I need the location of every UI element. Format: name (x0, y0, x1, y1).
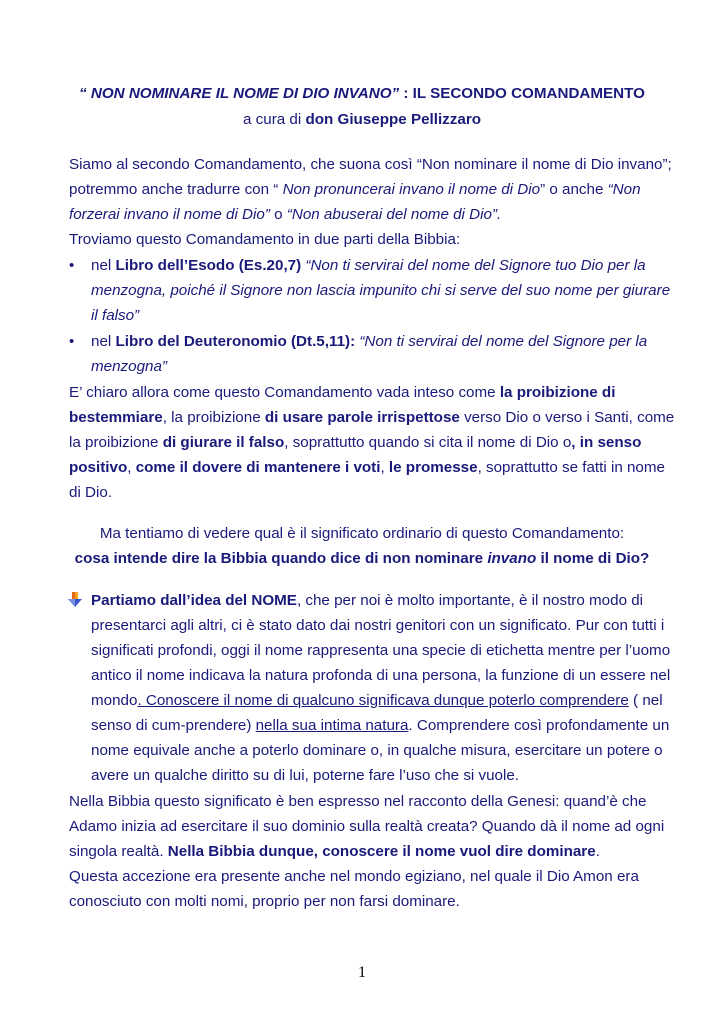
para2-text: , (127, 459, 136, 476)
para2-bold: di giurare il falso (162, 434, 285, 451)
intro-text: potremmo anche tradurre con “ (69, 181, 283, 198)
para3-line-3 (69, 842, 600, 862)
page-title (0, 84, 724, 104)
page-subtitle (0, 110, 724, 130)
para3-line-5: conosciuto con molti nomi, proprio per non farsi dominare. (69, 893, 460, 910)
bullet-quote: “Non ti servirai del nome del Signore tuo Dio per la (301, 257, 646, 274)
bullet-exodus-line-3 (91, 306, 139, 326)
para3-line-4: Questa accezione era presente anche nel mondo egiziano, nel quale il Dio Amon era (69, 868, 639, 885)
bullet-quote: menzogna” (91, 358, 167, 375)
question-italic: invano (487, 550, 537, 567)
para3-line-1: Nella Bibbia questo significato è ben espresso nel racconto della Genesi: quand’è che (69, 793, 647, 810)
para2-text: , soprattutto se fatti in nome (477, 459, 665, 476)
question-bold: il nome di Dio? (536, 550, 650, 567)
bullet-quote: il falso” (91, 307, 140, 324)
para2-line-3 (69, 433, 641, 453)
subtitle-prefix: a cura di (242, 111, 306, 128)
bullet-deut-line-2 (91, 357, 167, 377)
bullet-text: nel (91, 333, 116, 350)
para2-text: E’ chiaro allora come questo Comandamento vada inteso come (69, 384, 500, 401)
bullet-text: nel (91, 257, 116, 274)
intro-line-2 (69, 180, 641, 200)
section-text: . Comprendere così profondamente un (408, 717, 670, 734)
section-line-5 (91, 691, 663, 711)
para2-line-4 (69, 458, 665, 478)
section-bold: Partiamo dall’idea del NOME (91, 592, 297, 609)
intro-line-3 (69, 205, 501, 225)
title-quote: “ NON NOMINARE IL NOME DI DIO INVANO” (79, 85, 400, 102)
para2-bold: come il dovere di mantenere i voti (135, 459, 381, 476)
section-line-4: antico il nome indicava la natura profonda di una persona, la funzione di un essere nel (91, 667, 671, 684)
bullet-reference: Libro dell’Esodo (Es.20,7) (115, 257, 302, 274)
section-line-1 (91, 591, 643, 611)
subtitle-author: don Giuseppe Pellizzaro (305, 111, 482, 128)
intro-text: o (269, 206, 287, 223)
bullet-quote: menzogna, poiché il Signore non lascia impunito chi si serve del suo nome per giurare (91, 282, 671, 299)
para3-line-2: Adamo inizia ad esercitare il suo dominio sulla realtà creata? Quando dà il nome ad ogni (69, 818, 665, 835)
down-arrow-icon (68, 592, 82, 608)
section-line-7: nome equivale anche a poterlo dominare o, in qualche misura, esercitare un potere o (91, 742, 663, 759)
para2-bold: la proibizione di (499, 384, 616, 401)
bullet-dot: • (69, 257, 75, 274)
intro-line-4: Troviamo questo Comandamento in due parti della Bibbia: (69, 231, 461, 248)
intro-italic: “Non abuserai del nome di Dio”. (286, 206, 502, 223)
bullet-exodus-line-2 (91, 281, 670, 301)
bullet-dot: • (69, 333, 75, 350)
title-rest: : IL SECONDO COMANDAMENTO (399, 85, 645, 102)
section-line-6 (91, 716, 669, 736)
para2-line-1 (69, 383, 615, 403)
para2-text: , la proibizione (162, 409, 265, 426)
para2-text: , (380, 459, 389, 476)
page-number: 1 (358, 964, 366, 981)
section-text: , che per noi è molto importante, è il nostro modo di (296, 592, 644, 609)
question-line-2 (0, 549, 724, 569)
para2-text: la proibizione (69, 434, 163, 451)
para2-text: verso Dio o verso i Santi, come (459, 409, 675, 426)
section-line-8: avere un qualche diritto su di lui, poterne fare l’uso che si vuole. (91, 767, 520, 784)
bullet-exodus-line-1 (91, 256, 646, 276)
para2-text: , soprattutto quando si cita il nome di Dio o (284, 434, 572, 451)
section-line-2: presentarci agli altri, ci è stato dato dai nostri genitori con un significato. Pur con tutti i (91, 617, 665, 634)
para3-bold: Nella Bibbia dunque, conoscere il nome vuol dire dominare (167, 843, 596, 860)
para2-bold: bestemmiare (69, 409, 163, 426)
intro-italic: “Non (607, 181, 641, 198)
question-bold: cosa intende dire la Bibbia quando dice di non nominare (74, 550, 488, 567)
para2-line-2 (69, 408, 674, 428)
para2-bold: positivo (69, 459, 128, 476)
section-text: mondo (91, 692, 138, 709)
para2-line-5: di Dio. (69, 484, 113, 501)
intro-italic: forzerai invano il nome di Dio” (69, 206, 270, 223)
question-line-1: Ma tentiamo di vedere qual è il significato ordinario di questo Comandamento: (99, 525, 625, 542)
bullet-reference: Libro del Deuteronomio (Dt.5,11): (115, 333, 356, 350)
section-underlined: . Conoscere il nome di qualcuno significava dunque poterlo comprendere (137, 692, 629, 709)
para2-bold: le promesse (388, 459, 478, 476)
section-text: ( nel (628, 692, 663, 709)
section-text: senso di cum-prendere) (91, 717, 256, 734)
para3-text: . (595, 843, 600, 860)
para2-bold: di usare parole irrispettose (264, 409, 460, 426)
intro-italic: Non pronuncerai invano il nome di Dio (282, 181, 541, 198)
para3-text: singola realtà. (69, 843, 168, 860)
section-underlined: nella sua intima natura (255, 717, 409, 734)
bullet-quote: “Non ti servirai del nome del Signore per la (355, 333, 648, 350)
intro-line-1: Siamo al secondo Comandamento, che suona così “Non nominare il nome di Dio invano”; (69, 156, 672, 173)
intro-text: ” o anche (540, 181, 608, 198)
bullet-deut-line-1 (91, 332, 647, 352)
para2-bold: , in senso (571, 434, 642, 451)
section-line-3: significati profondi, oggi il nome rappresenta una specie di etichetta mentre per l’uomo (91, 642, 671, 659)
